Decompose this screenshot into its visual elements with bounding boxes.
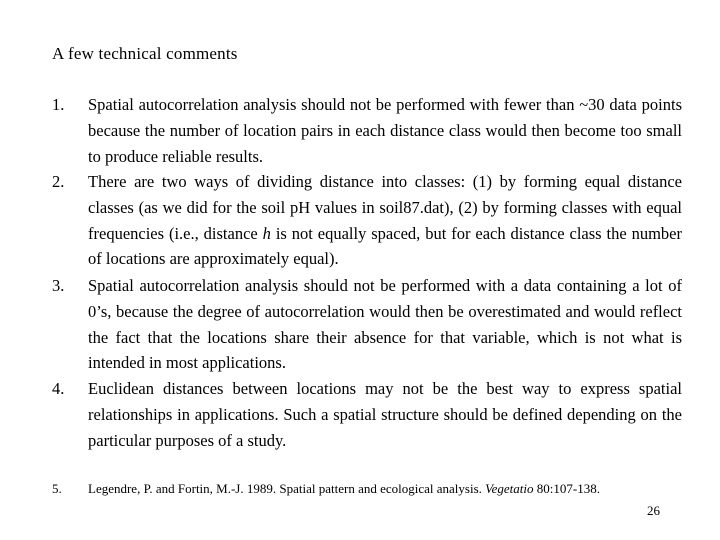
item-text-before: There are two ways of dividing distance into classes: (1) by forming equal distance classes (as we did for the soil pH values in soil87.dat), (2) by forming classes with equal frequencies (i.e., distance	[88, 172, 682, 243]
item-number: 3.	[52, 276, 65, 295]
item-number: 5.	[52, 481, 62, 496]
reference-text-after: 80:107-138.	[533, 481, 600, 496]
item-number: 1.	[52, 95, 65, 114]
page-number: 26	[647, 503, 660, 518]
item-number: 2.	[52, 172, 65, 191]
item-text: Spatial autocorrelation analysis should not be performed with a data containing a lot of 0’s, because the degree of autocorrelation would then be overestimated and would reflect the fact that the locations share their absence for that variable, which is not what is intended in most applications.	[88, 276, 682, 373]
reference-text	[88, 480, 682, 498]
item-text: Euclidean distances between locations may not be the best way to express spatial relationships in applications. Such a spatial structure should be defined depending on the particular purposes of a study.	[88, 379, 682, 450]
item-text	[88, 169, 682, 272]
item-text: Spatial autocorrelation analysis should not be performed with fewer than ~30 data points because the number of location pairs in each distance class would then become too small to produce reliable results.	[88, 95, 682, 166]
slide-title: A few technical comments	[52, 44, 238, 63]
item-number: 4.	[52, 379, 65, 398]
journal-name: Vegetatio	[485, 481, 534, 496]
item-text-italic: h	[262, 223, 271, 243]
item-text-after: is not equally spaced, but for each distance class the number of locations are approximately equal).	[88, 223, 682, 269]
reference-text-before: Legendre, P. and Fortin, M.-J. 1989. Spatial pattern and ecological analysis.	[88, 481, 486, 496]
